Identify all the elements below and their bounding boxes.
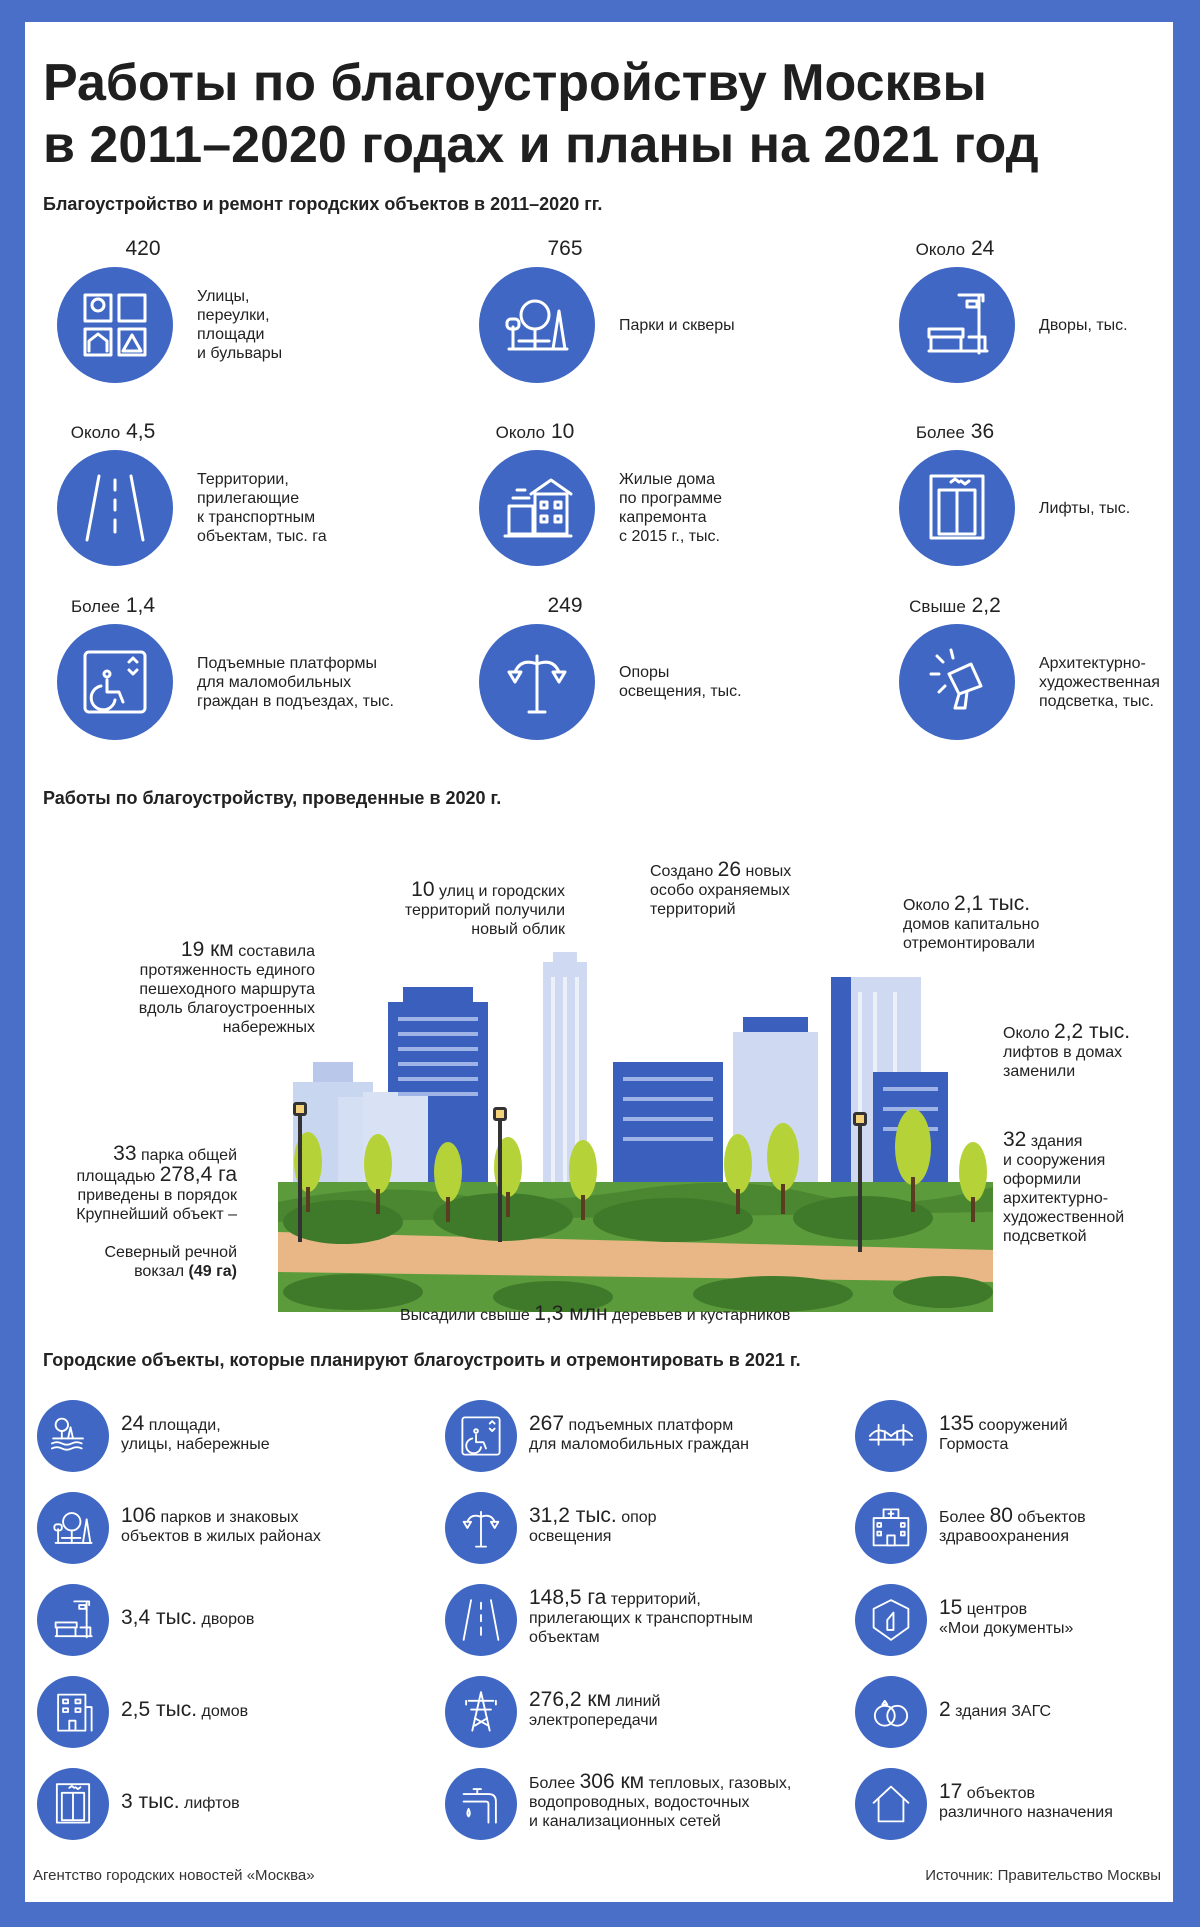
- road-icon: [445, 1584, 517, 1656]
- icon-circle-small: [855, 1400, 927, 1472]
- icon-circle-small: [855, 1492, 927, 1564]
- yard-icon: [899, 267, 1015, 383]
- yard-icon: [37, 1584, 109, 1656]
- power-line-icon: [445, 1676, 517, 1748]
- icon-circle-small: [445, 1676, 517, 1748]
- icon-circle-small: [445, 1584, 517, 1656]
- streets-icon: [57, 267, 173, 383]
- street-lamp-icon: [445, 1492, 517, 1564]
- bridge-icon: [855, 1400, 927, 1472]
- stat-description: Дворы, тыс.: [1039, 316, 1128, 334]
- pipe-icon: [445, 1768, 517, 1840]
- plan-item-text: 3 тыс. лифтов: [121, 1790, 240, 1813]
- icon-circle-small: [445, 1400, 517, 1472]
- houses-icon: [479, 450, 595, 566]
- icon-circle: [899, 624, 1015, 740]
- page-title: [43, 52, 1153, 176]
- plan-item-text: Более 80 объектов здравоохранения: [939, 1504, 1086, 1545]
- plan-item-text: 148,5 га территорий, прилегающих к транспортным объектам: [529, 1586, 753, 1646]
- stat-value: 249: [547, 594, 583, 617]
- stat-value: Более 1,4: [70, 594, 156, 617]
- footer-source: Источник: Правительство Москвы: [925, 1867, 1161, 1884]
- plan-item-text: 106 парков и знаковых объектов в жилых районах: [121, 1504, 321, 1545]
- elevator-icon: [899, 450, 1015, 566]
- icon-circle: [479, 267, 595, 383]
- stat-value: Около 10: [495, 420, 575, 443]
- icon-circle-small: [37, 1768, 109, 1840]
- stat-value: 420: [125, 237, 161, 260]
- icon-circle: [479, 624, 595, 740]
- footer-agency: Агентство городских новостей «Москва»: [33, 1867, 315, 1884]
- infographic-card: [25, 22, 1173, 1902]
- annotation-trees: Высадили свыше 1,3 млн деревьев и кустарников: [400, 1302, 791, 1325]
- section-1-title: Благоустройство и ремонт городских объектов в 2011–2020 гг.: [43, 194, 603, 214]
- stat-value: 765: [547, 237, 583, 260]
- stat-value: Более 36: [915, 420, 995, 443]
- stat-description: Парки и скверы: [619, 316, 735, 334]
- annotation-houses-repaired: Около 2,1 тыс. домов капитально отремонтировали: [903, 892, 1040, 952]
- park-icon: [37, 1492, 109, 1564]
- stat-value: Около 24: [915, 237, 995, 260]
- stat-description: Архитектурно- художественная подсветка, тыс.: [1039, 654, 1160, 710]
- plan-item-text: 24 площади, улицы, набережные: [121, 1412, 270, 1453]
- street-lamp-icon: [479, 624, 595, 740]
- stat-description: Подъемные платформы для маломобильных граждан в подъездах, тыс.: [197, 654, 394, 710]
- annotation-buildings-lighting: 32 здания и сооружения оформили архитектурно- художественной подсветкой: [1003, 1128, 1125, 1245]
- annotation-lifts-replaced: Около 2,2 тыс. лифтов в домах заменили: [1003, 1020, 1131, 1080]
- hospital-icon: [855, 1492, 927, 1564]
- plan-item-text: 15 центров «Мои документы»: [939, 1596, 1074, 1637]
- annotation-streets: 10 улиц и городских территорий получили новый облик: [404, 878, 565, 938]
- icon-circle-small: [37, 1400, 109, 1472]
- title-line-1: Работы по благоустройству Москвы: [43, 54, 987, 112]
- house-icon: [855, 1768, 927, 1840]
- plan-item-text: 2,5 тыс. домов: [121, 1698, 249, 1721]
- stat-description: Территории, прилегающие к транспортным объектам, тыс. га: [197, 471, 327, 545]
- apartment-building-icon: [37, 1676, 109, 1748]
- icon-circle-small: [445, 1492, 517, 1564]
- icon-circle-small: [855, 1676, 927, 1748]
- annotation-pedestrian-route: 19 км составила протяженность единого пешеходного маршрута вдоль благоустроенных набережных: [138, 938, 315, 1036]
- annotation-protected-areas: Создано 26 новых особо охраняемых территорий: [650, 858, 792, 918]
- annotation-parks-2020: 33 парка общей площадью 278,4 га приведены в порядок Крупнейший объект – Северный речной вокзал (49 га): [76, 1142, 237, 1280]
- icon-circle-small: [37, 1676, 109, 1748]
- floodlight-icon: [899, 624, 1015, 740]
- icon-circle: [57, 624, 173, 740]
- section-2-title: Работы по благоустройству, проведенные в 2020 г.: [43, 788, 502, 808]
- stat-value: Около 4,5: [70, 420, 156, 443]
- wheelchair-platform-icon: [445, 1400, 517, 1472]
- road-icon: [57, 450, 173, 566]
- stat-description: Улицы, переулки, площади и бульвары: [197, 288, 283, 362]
- plan-item-text: 31,2 тыс. опор освещения: [529, 1504, 657, 1545]
- stat-value: Свыше 2,2: [909, 594, 1001, 617]
- title-line-2: в 2011–2020 годах и планы на 2021 год: [43, 116, 1039, 174]
- stat-description: Лифты, тыс.: [1039, 499, 1131, 517]
- plan-item-text: 17 объектов различного назначения: [939, 1780, 1113, 1821]
- icon-circle-small: [855, 1768, 927, 1840]
- icon-circle: [57, 267, 173, 383]
- elevator-icon: [37, 1768, 109, 1840]
- park-icon: [479, 267, 595, 383]
- plan-item-text: Более 306 км тепловых, газовых, водопроводных, водосточных и канализационных сетей: [529, 1770, 792, 1830]
- section-3-title: Городские объекты, которые планируют благоустроить и отремонтировать в 2021 г.: [43, 1350, 801, 1370]
- embankment-icon: [37, 1400, 109, 1472]
- icon-circle: [899, 450, 1015, 566]
- plan-item-text: 2 здания ЗАГС: [939, 1698, 1052, 1721]
- icon-circle-small: [37, 1584, 109, 1656]
- icon-circle: [479, 450, 595, 566]
- my-documents-icon: [855, 1584, 927, 1656]
- icon-circle-small: [445, 1768, 517, 1840]
- wheelchair-platform-icon: [57, 624, 173, 740]
- icon-circle: [899, 267, 1015, 383]
- plan-item-text: 135 сооружений Гормоста: [939, 1412, 1068, 1453]
- plan-item-text: 267 подъемных платформ для маломобильных граждан: [529, 1412, 749, 1453]
- icon-circle-small: [37, 1492, 109, 1564]
- stat-description: Опоры освещения, тыс.: [619, 664, 742, 700]
- icon-circle-small: [855, 1584, 927, 1656]
- plan-item-text: 276,2 км линий электропередачи: [529, 1688, 661, 1729]
- wedding-rings-icon: [855, 1676, 927, 1748]
- plan-item-text: 3,4 тыс. дворов: [121, 1606, 255, 1629]
- icon-circle: [57, 450, 173, 566]
- stat-description: Жилые дома по программе капремонта с 2015 г., тыс.: [619, 471, 722, 545]
- city-park-illustration: [253, 932, 993, 1312]
